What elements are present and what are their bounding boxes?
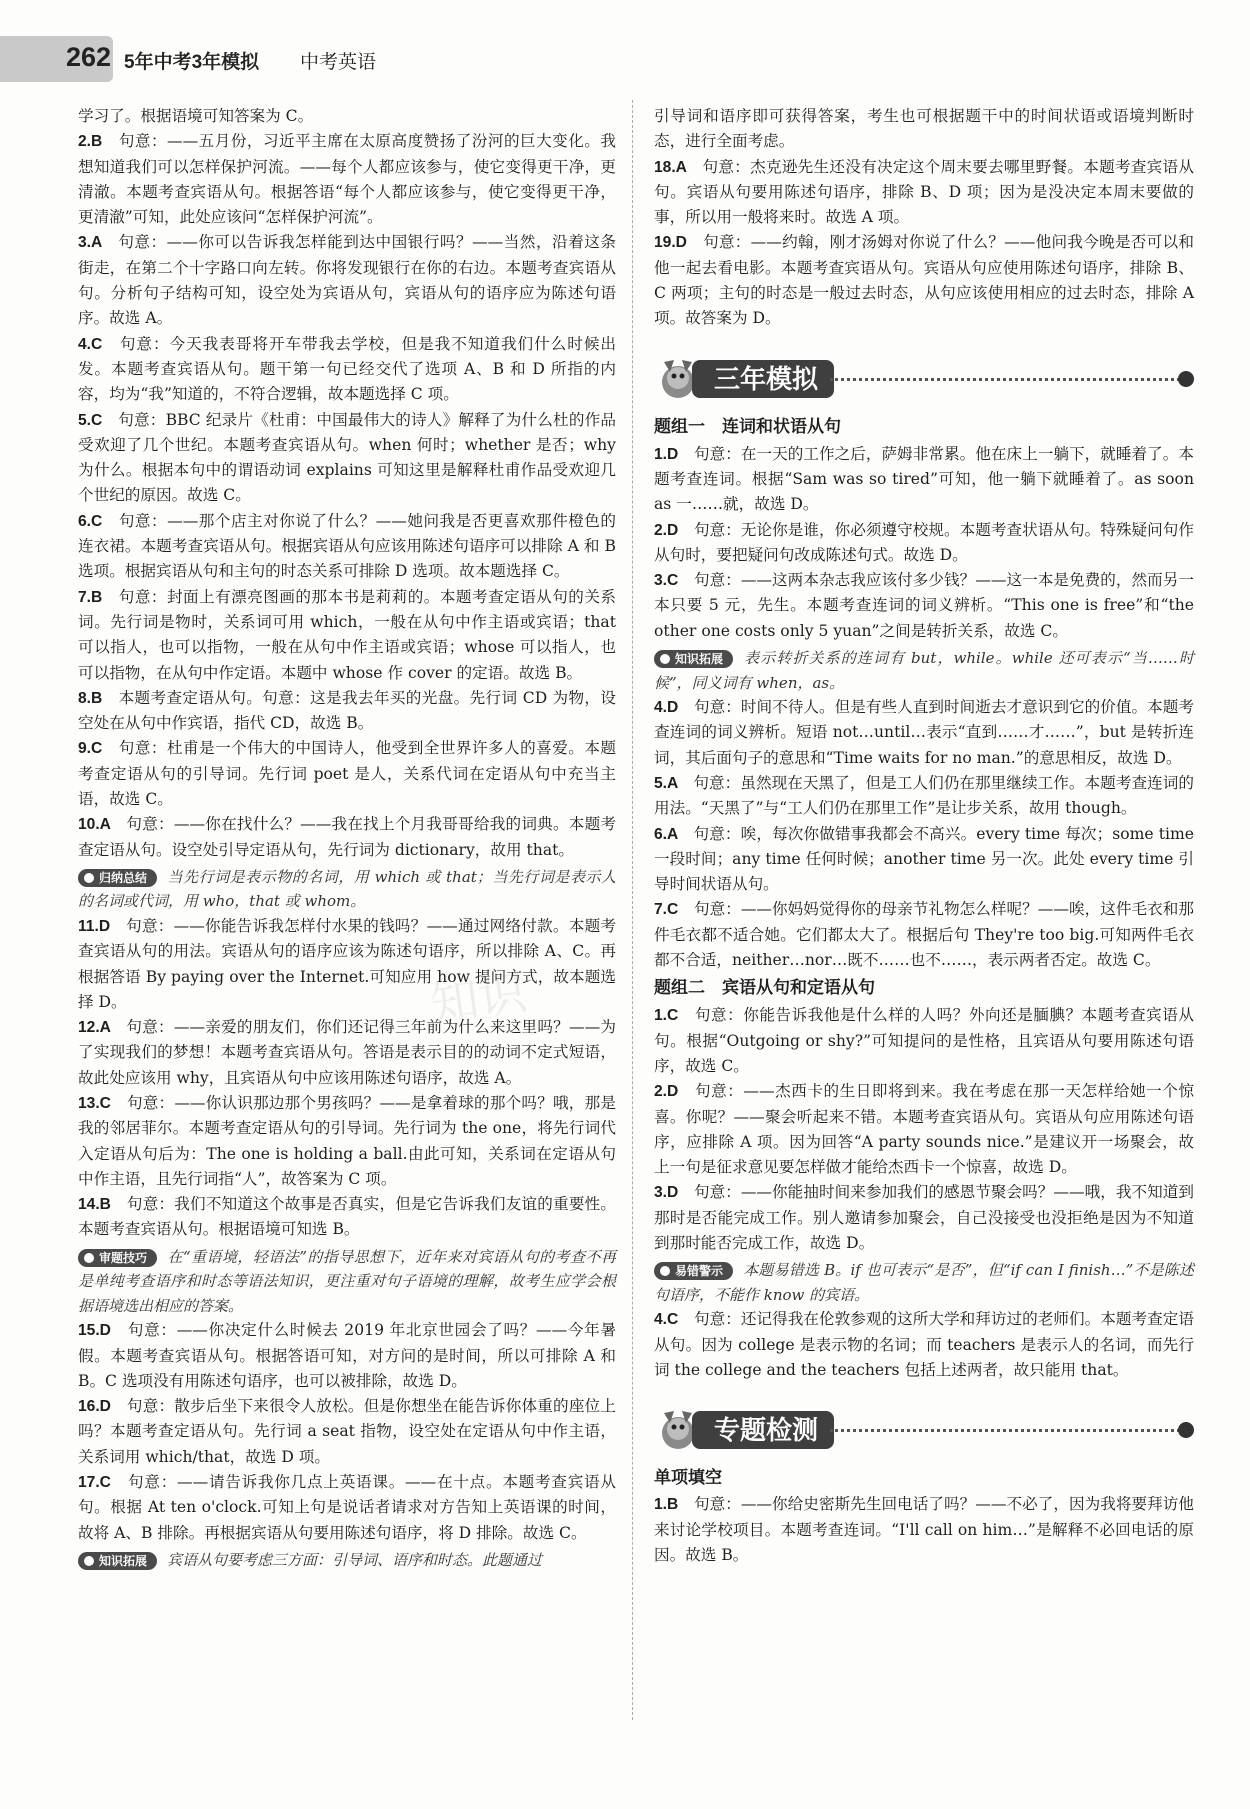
answer-item [654, 230, 1194, 331]
answer-number: 14.B [78, 1196, 127, 1214]
tip-badge [78, 869, 157, 887]
answer-text: 句意：虽然现在天黑了，但是工人们仍在那里继续工作。本题考查连词的用法。“天黑了”与“工人们仍在那里工作”是让步关系，故用 though。 [654, 773, 1194, 818]
answer-item [78, 1015, 616, 1091]
answer-number: 12.A [78, 1019, 127, 1037]
group-2-items [654, 1003, 1194, 1383]
answer-number: 4.C [78, 335, 120, 353]
answer-number: 5.C [78, 411, 119, 429]
answer-item [654, 1079, 1194, 1180]
answer-text: 句意：——请告诉我你几点上英语课。——在十点。本题考查宾语从句。根据 At ten o'clock.可知上句是说话者请求对方告知上英语课的时间，故将 A、B 排除。再根据宾语从句要用陈述句语序，将 D 排除。故选 C。 [78, 1473, 616, 1542]
answer-item [78, 1192, 616, 1243]
answer-item [654, 568, 1194, 644]
rule-end-dot [1178, 371, 1194, 387]
answer-item [654, 771, 1194, 822]
answer-number: 7.B [78, 588, 119, 606]
answer-text: 句意：在一天的工作之后，萨姆非常累。他在床上一躺下，就睡着了。本题考查连词。根据“Sam was so tired”可知，他一躺下就睡着了。as soon as 一……就，故选 D。 [654, 444, 1194, 514]
answer-number: 6.A [654, 825, 694, 843]
badge-label: 归纳总结 [99, 870, 148, 885]
book-title: 5年中考3年模拟 [124, 52, 260, 73]
answer-text: 句意：——你给史密斯先生回电话了吗？——不必了，因为我将要拜访他来讨论学校项目。本题考查连词。“I'll call on him…”是解释不必回电话的原因。故选 B。 [654, 1495, 1194, 1565]
answer-item [78, 686, 616, 737]
answer-text: 句意：——你在找什么？——我在找上个月我哥哥给我的词典。本题考查定语从句。设空处引导定语从句，先行词为 dictionary，故用 that。 [78, 815, 616, 859]
answer-number: 2.B [78, 133, 119, 151]
answer-text: 句意：——你能告诉我怎样付水果的钱吗？——通过网络付款。本题考查宾语从句的用法。宾语从句的语序应该为陈述句语序，所以排除 A、C。再根据答语 By paying over the Internet.可知应用 how 提问方式，故本题选择 D。 [78, 916, 616, 1011]
answer-number: 8.B [78, 689, 119, 707]
answer-item [78, 509, 616, 585]
answer-number: 9.C [78, 740, 119, 758]
answer-item [78, 104, 616, 129]
badge-label: 审题技巧 [99, 1250, 148, 1265]
page-number: 262 [66, 42, 112, 72]
answer-item [654, 155, 1194, 231]
answer-item [654, 1307, 1194, 1383]
answer-number: 17.C [78, 1474, 129, 1492]
badge-icon [660, 654, 670, 664]
badge-label: 知识拓展 [99, 1553, 148, 1568]
answer-number: 5.A [654, 774, 694, 792]
answer-text: 句意：你能告诉我他是什么样的人吗？外向还是腼腆？本题考查宾语从句。根据“Outgoing or shy?”可知提问的是性格，且宾语从句要用陈述句语序，故选 C。 [654, 1006, 1194, 1075]
answer-text: 句意：杰克逊先生还没有决定这个周末要去哪里野餐。本题考查宾语从句。宾语从句要用陈述句语序，排除 B、D 项；因为是没决定本周末要做的事，所以用一般将来时。故选 A 项。 [654, 157, 1194, 227]
answer-text: 学习了。根据语境可知答案为 C。 [78, 107, 314, 125]
answer-number: 2.D [654, 1083, 695, 1101]
answer-item [78, 408, 616, 509]
group-title-2: 题组二 宾语从句和定语从句 [654, 978, 875, 998]
tip-text: 宾语从句要考虑三方面：引导词、语序和时态。此题通过 [167, 1550, 543, 1569]
answer-item [654, 897, 1194, 973]
tip-note [654, 1258, 1194, 1307]
subsection-heading: 单项填空 [654, 1468, 722, 1488]
badge-label: 知识拓展 [675, 652, 724, 667]
page-number-tab [0, 36, 113, 82]
left-column [78, 104, 616, 1572]
answer-number: 13.C [78, 1094, 127, 1112]
tip-text: 在“重语境，轻语法”的指导思想下，近年来对宾语从句的考查不再是单纯考查语序和时态等语法知识，更注重对句子语境的理解，故考生应学会根据语境选出相应的答案。 [78, 1247, 616, 1315]
tip-note [78, 1245, 616, 1319]
answer-item [78, 812, 616, 863]
answer-number: 3.D [654, 1184, 694, 1202]
answer-item [654, 822, 1194, 898]
section-banner-three-year [654, 348, 1194, 408]
answer-item [654, 442, 1194, 518]
right-column-continuation [654, 104, 1194, 332]
answer-item [78, 1318, 616, 1394]
answer-number: 16.D [78, 1398, 127, 1416]
answer-text: 句意：——你能抽时间来参加我们的感恩节聚会吗？——哦，我不知道到那时是否能完成工作。别人邀请参加聚会，自己没接受也没拒绝是因为不知道到那时能否完成工作，故选 D。 [654, 1183, 1194, 1252]
answer-text: 句意：唉，每次你做错事我都会不高兴。every time 每次；some time 一段时间；any time 任何时候；another time 另一次。此处 every time 引导时间状语从句。 [654, 824, 1194, 894]
answer-text: 句意：——五月份，习近平主席在太原高度赞扬了汾河的巨大变化。我想知道我们可以怎样保护河流。——每个人都应该参与，使它变得更干净，更清澈。本题考查宾语从句。根据答语“每个人都应该参与，使它变得更干净，更清澈”可知，此处应该问“怎样保护河流”。 [78, 132, 616, 227]
answer-item [78, 736, 616, 812]
right-column [654, 104, 1194, 1568]
answer-text: 句意：——你可以告诉我怎样能到达中国银行吗？——当然，沿着这条街走，在第二个十字路口向左转。你将发现银行在你的右边。本题考查宾语从句。分析句子结构可知，设空处为宾语从句，宾语从句的语序应为陈述句语序。故选 A。 [78, 233, 616, 328]
tip-note [78, 865, 616, 914]
answer-item [78, 585, 616, 686]
section-banner-special [654, 1399, 1194, 1459]
tip-note [78, 1548, 616, 1573]
answer-item [654, 1180, 1194, 1256]
book-subject: 中考英语 [300, 52, 377, 73]
special-items [654, 1492, 1194, 1568]
answer-number: 7.C [654, 901, 694, 919]
rule-end-dot [1178, 1422, 1194, 1438]
answer-number: 2.D [654, 521, 694, 539]
tip-badge [654, 1262, 733, 1280]
answer-text: 句意：——你认识那边那个男孩吗？——是拿着球的那个吗？哦，那是我的邻居菲尔。本题考查定语从句的引导词。先行词为 the one，将先行词代入定语从句后为：The one is holding a ball.由此可知，关系词在定语从句中作主语，且先行词指“人”，故答案为 C 项。 [78, 1093, 616, 1188]
answer-text: 句意：还记得我在伦敦参观的这所大学和拜访过的老师们。本题考查定语从句。因为 college 是表示物的名词；而 teachers 是表示人的名词，而先行词 the college and the teachers 包括上述两者，故只能用 that。 [654, 1310, 1194, 1379]
answer-text: 句意：今天我表哥将开车带我去学校，但是我不知道我们什么时候出发。本题考查宾语从句。题干第一句已经交代了选项 A、B 和 D 所指的内容，均为“我”知道的，不符合逻辑，故本题选择 C 项。 [78, 334, 616, 404]
answer-text: 句意：封面上有漂亮图画的那本书是莉莉的。本题考查定语从句的关系词。先行词是物时，关系词可用 which，一般在从句中作主语或宾语；that 可以指人，也可以指物，一般在从句中作主语或宾语；whose 可以指人，也可以指物，在从句中作定语。本题中 whose 作 cover 的定语。故选 B。 [78, 587, 616, 682]
answer-number: 1.B [654, 1496, 694, 1514]
answer-number: 1.C [654, 1007, 695, 1025]
answer-item [78, 129, 616, 230]
badge-icon [84, 1253, 94, 1263]
answer-text: 句意：——约翰，刚才汤姆对你说了什么？——他问我今晚是否可以和他一起去看电影。本题考查宾语从句。宾语从句应使用陈述句语序，排除 B、C 两项；主句的时态是一般过去时态，从句应该使用相应的过去时态，排除 A 项。故答案为 D。 [654, 233, 1194, 328]
watermark: 知识 [427, 964, 531, 1034]
tip-badge [78, 1552, 157, 1570]
answer-item [78, 1394, 616, 1470]
answer-text: 句意：散步后坐下来很令人放松。但是你想坐在能告诉你体重的座位上吗？本题考查定语从句。先行词 a seat 指物，设空处在定语从句中作主语，关系词用 which/that，故选 D 项。 [78, 1397, 616, 1466]
tip-text: 本题易错选 B。if 也可表示“是否”，但“if can I finish…”不是陈述句语序，不能作 know 的宾语。 [654, 1261, 1194, 1304]
tip-badge [78, 1249, 157, 1267]
answer-text: 句意：——那个店主对你说了什么？——她问我是否更喜欢那件橙色的连衣裙。本题考查宾语从句。根据宾语从句应该用陈述句语序可以排除 A 和 B 选项。根据宾语从句和主句的时态关系可排除 D 选项。故本题选择 C。 [78, 511, 616, 581]
answer-text: 句意：——你妈妈觉得你的母亲节礼物怎么样呢？——唉，这件毛衣和那件毛衣都不适合她。它们都太大了。根据后句 They're too big.可知两件毛衣都不合适，neither…nor…既不……也不……，表示两者否定。故选 C。 [654, 900, 1194, 970]
badge-icon [84, 873, 94, 883]
answer-text: 引导词和语序即可获得答案，考生也可根据题干中的时间状语或语境判断时态，进行全面考虑。 [654, 107, 1194, 151]
tip-text: 表示转折关系的连词有 but，while。while 还可表示“当……时候”，同义词有 when，as。 [654, 649, 1194, 692]
answer-text: 句意：无论你是谁，你必须遵守校规。本题考查状语从句。特殊疑问句作从句时，要把疑问句改成陈述句式。故选 D。 [654, 520, 1194, 564]
answer-text: 句意：——杰西卡的生日即将到来。我在考虑在那一天怎样给她一个惊喜。你呢？——聚会听起来不错。本题考查宾语从句。宾语从句应用陈述句语序，应排除 A 项。因为回答“A party sounds nice.”是建议开一场聚会，故上一句是征求意见要怎样做才能给杰西卡一个惊喜，故选 D。 [654, 1082, 1194, 1177]
answer-item [78, 332, 616, 408]
dotted-rule [830, 378, 1180, 381]
answer-number: 11.D [78, 917, 127, 935]
section-title: 专题检测 [692, 1411, 834, 1449]
tip-text: 当先行词是表示物的名词，用 which 或 that；当先行词是表示人的名词或代词，用 who，that 或 whom。 [78, 867, 616, 911]
answer-item [654, 695, 1194, 771]
answer-text: 本题考查定语从句。句意：这是我去年买的光盘。先行词 CD 为物，设空处在从句中作宾语，指代 CD，故选 B。 [78, 688, 616, 733]
answer-item [654, 104, 1194, 155]
answer-number: 3.A [78, 234, 119, 252]
answer-item [78, 1470, 616, 1546]
group-1-items [654, 442, 1194, 974]
answer-number: 19.D [654, 234, 704, 252]
answer-number: 3.C [654, 572, 694, 590]
answer-item [78, 1091, 616, 1192]
answer-text: 句意：——亲爱的朋友们，你们还记得三年前为什么来这里吗？——为了实现我们的梦想！本题考查宾语从句。答语是表示目的的动词不定式短语，故此处应该用 why，且宾语从句中应该用陈述句语序，故选 A。 [78, 1018, 616, 1087]
answer-text: 句意：时间不待人。但是有些人直到时间逝去才意识到它的价值。本题考查连词的词义辨析。短语 not…until…表示“直到……才……”，but 是转折连词，其后面句子的意思和“Time waits for no man.”的意思相反，故选 D。 [654, 698, 1194, 767]
answer-number: 4.C [654, 1311, 694, 1329]
badge-icon [660, 1266, 670, 1276]
answer-number: 15.D [78, 1322, 128, 1340]
column-divider [632, 100, 633, 1720]
group-title-1: 题组一 连词和状语从句 [654, 416, 841, 436]
answer-item [78, 914, 616, 1015]
dotted-rule [830, 1429, 1180, 1432]
answer-number: 10.A [78, 816, 127, 834]
section-title: 三年模拟 [692, 360, 834, 398]
answer-text: 句意：——你决定什么时候去 2019 年北京世园会了吗？——今年暑假。本题考查宾语从句。根据答语可知，对方问的是时间，所以可排除 A 和 B。C 选项没有用陈述句语序，也可以被排除，故选 D。 [78, 1321, 616, 1390]
answer-text: 句意：BBC 纪录片《杜甫：中国最伟大的诗人》解释了为什么杜的作品受欢迎了几个世纪。本题考查宾语从句。when 何时；whether 是否；why 为什么。根据本句中的谓语动词 explains 可知这里是解释杜甫作品受欢迎几个世纪的原因。故选 C。 [78, 410, 616, 505]
page-header [0, 36, 1250, 82]
answer-item [654, 1492, 1194, 1568]
answer-number: 18.A [654, 158, 703, 176]
answer-number: 4.D [654, 699, 694, 717]
tip-badge [654, 650, 733, 668]
tip-note [654, 646, 1194, 695]
answer-item [654, 1003, 1194, 1079]
answer-text: 句意：杜甫是一个伟大的中国诗人，他受到全世界许多人的喜爱。本题考查定语从句的引导词。先行词 poet 是人，关系代词在定语从句中充当主语，故选 C。 [78, 739, 616, 809]
badge-label: 易错警示 [675, 1264, 724, 1279]
answer-item [654, 518, 1194, 569]
badge-icon [84, 1556, 94, 1566]
answer-number: 6.C [78, 512, 119, 530]
answer-item [78, 230, 616, 331]
answer-number: 1.D [654, 445, 694, 463]
answer-text: 句意：我们不知道这个故事是否真实，但是它告诉我们友谊的重要性。本题考查宾语从句。根据语境可知选 B。 [78, 1195, 616, 1239]
answer-text: 句意：——这两本杂志我应该付多少钱？——这一本是免费的，然而另一本只要 5 元，先生。本题考查连词的词义辨析。“This one is free”和“the other one costs only 5 yuan”之间是转折关系，故选 C。 [654, 571, 1194, 640]
